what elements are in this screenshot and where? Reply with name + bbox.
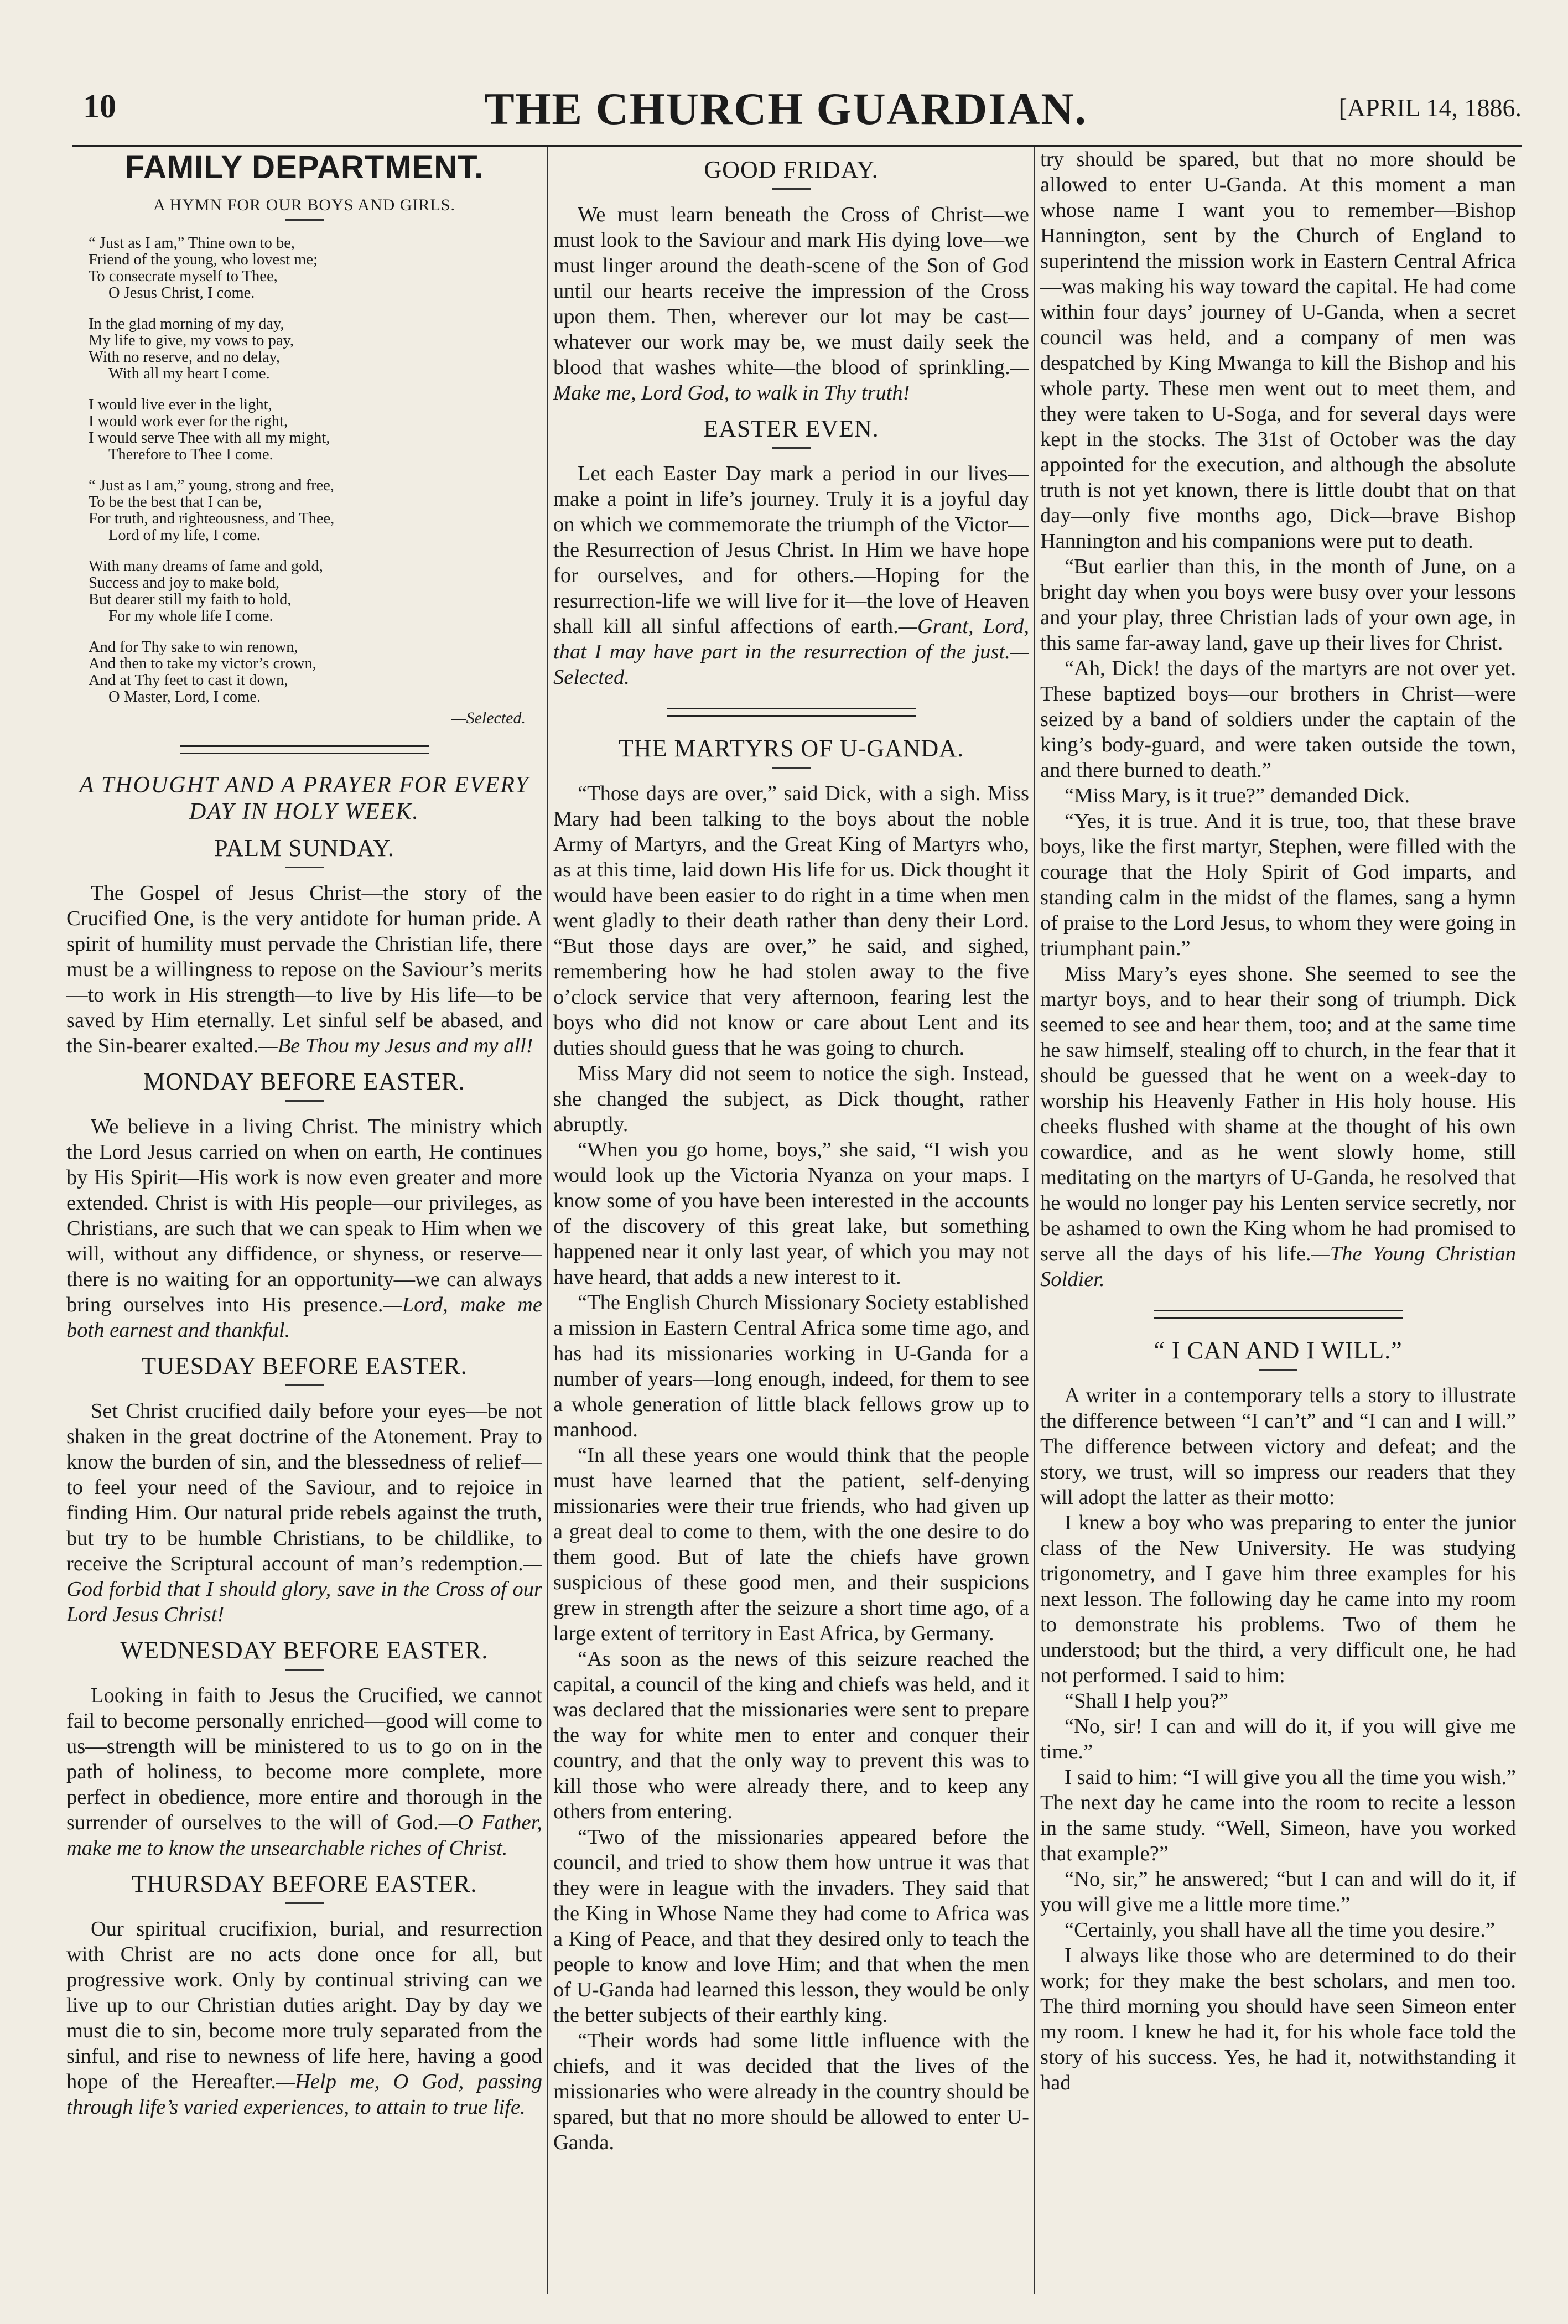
hymn-line: With many dreams of fame and gold, — [89, 558, 323, 575]
hymn-line: I would work ever for the right, — [89, 413, 288, 430]
divider — [285, 1669, 324, 1671]
article-paragraph: Set Christ crucified daily before your eyes—be not shaken in the great doctrine of the Atonement. Pray to know the burden of sin, and the blessedness of relief—to feel your need of the Saviour, and to rejoice in finding Him. Our natural pride rebels against the truth, but try to be humble Christians, to be childlike, to receive the Scriptural account of man’s redemption.—God forbid that I should glory, save in the Cross of our Lord Jesus Christ! — [66, 1399, 542, 1626]
hymn-line: And for Thy sake to win renown, — [89, 639, 298, 656]
heading-martyrs-of-uganda: THE MARTYRS OF U-GANDA. — [618, 735, 964, 762]
article-paragraph: “No, sir! I can and will do it, if you will give me time.” — [1040, 1715, 1516, 1763]
divider — [1259, 1369, 1297, 1371]
hymn-verse — [89, 397, 542, 463]
divider — [772, 447, 811, 449]
article-paragraph: A writer in a contemporary tells a story to illustrate the difference between “I can’t” and “I can and I will.” The difference between victory and defeat; and the story, we trust, will so impress our readers that they will adopt the latter as their motto: — [1040, 1384, 1516, 1509]
hymn-line: To consecrate myself to Thee, — [89, 268, 278, 285]
prayer-text: —O Father, make me to know the unsearchable riches of Christ. — [66, 1811, 542, 1860]
prayer-text: —God forbid that I should glory, save in the Cross of our Lord Jesus Christ! — [66, 1552, 542, 1626]
hymn-verse — [89, 316, 542, 382]
heading-thursday: THURSDAY BEFORE EASTER. — [131, 1870, 477, 1897]
article-paragraph: “Miss Mary, is it true?” demanded Dick. — [1065, 784, 1410, 807]
hymn-line: With all my heart I come. — [108, 365, 270, 382]
article-paragraph: “But earlier than this, in the month of June, on a bright day when you boys were busy over your lessons and your play, three Christian lads of your own age, in this same far-away land, gave up their lives for Christ. — [1040, 555, 1516, 655]
article-paragraph: “As soon as the news of this seizure reached the capital, a council of the king and chiefs was held, and it was declared that the missionaries were sent to prepare the way for white men to enter and conquer their country, and that the only way to prevent this was to kill those who were already there, and to keep any others from entering. — [553, 1647, 1029, 1823]
heading-monday: MONDAY BEFORE EASTER. — [143, 1068, 465, 1095]
hymn-line: With no reserve, and no delay, — [89, 349, 281, 366]
column-3 — [1040, 147, 1516, 2294]
article-paragraph: Let each Easter Day mark a period in our lives—make a point in life’s journey. Truly it is a joyful day on which we commemorate the triumph of the Victor—the Resurrection of Jesus Christ. In Him we have hope for ourselves, and for others.—Hoping for the resurrection-life we will live for it—the love of Heaven shall kill all sinful affections of earth.—Grant, Lord, that I may have part in the resurrection of the just.—Selected. — [553, 462, 1029, 689]
article-paragraph: “The English Church Missionary Society established a mission in Eastern Central Africa some time ago, and has had its missionaries working in U-Ganda for a number of years—long enough, indeed, for them to see a whole generation of little black fellows grow up to manhood. — [553, 1291, 1029, 1441]
article-paragraph: Miss Mary’s eyes shone. She seemed to see the martyr boys, and to hear their song of triumph. Dick seemed to see and hear them, too; and at the same time he saw himself, stealing off to church, in the fear that it should be guessed that he went on a week-day to worship his Heavenly Father in His holy house. His cheeks flushed with shame at the thought of his own cowardice, and as he went slowly home, still meditating on the martyrs of U-Ganda, he resolved that he would no longer pay his Lenten service secretly, nor be ashamed to own the King whom he had promised to serve all the days of his life.—The Young Christian Soldier. — [1040, 962, 1516, 1291]
hymn-title: A HYMN FOR OUR BOYS AND GIRLS. — [153, 196, 455, 214]
article-paragraph: “Their words had some little influence with the chiefs, and it was decided that the lives of the missionaries who were already in the country should be spared, but that no more should be allowed to enter U-Ganda. — [553, 2029, 1029, 2154]
prayer-text: —Make me, Lord God, to walk in Thy truth! — [553, 356, 1029, 404]
column-rule — [547, 147, 548, 2294]
hymn-line: To be the best that I can be, — [89, 494, 262, 511]
hymn-line: “ Just as I am,” Thine own to be, — [89, 235, 295, 252]
divider — [772, 188, 811, 190]
hymn-line: My life to give, my vows to pay, — [89, 332, 294, 349]
divider — [285, 1100, 324, 1102]
article-paragraph: Miss Mary did not seem to notice the sigh. Instead, she changed the subject, as Dick thought, rather abruptly. — [553, 1062, 1029, 1136]
hymn-credit: —Selected. — [451, 709, 526, 727]
hymn-line: And then to take my victor’s crown, — [89, 655, 316, 672]
article-paragraph: “Certainly, you shall have all the time you desire.” — [1065, 1918, 1495, 1942]
hymn-line: Success and joy to make bold, — [89, 574, 280, 592]
hymn-line: But dearer still my faith to hold, — [89, 591, 292, 608]
article-paragraph: “Shall I help you?” — [1065, 1689, 1229, 1713]
divider — [285, 1902, 324, 1904]
article-paragraph: try should be spared, but that no more should be allowed to enter U-Ganda. At this moment a man whose name I want you to remember—Bishop Hannington, sent by the Church of England to superintend the mission work in Eastern Central Africa—was making his way toward the capital. He had come within four days’ journey of U-Ganda, when a secret council was held, and a company of men was despatched by King Mwanga to kill the Bishop and his whole party. These men went out to meet them, and they were taken to U-Soga, and for several days were kept in the stocks. The 31st of October was the day appointed for the execution, and although the absolute truth is not yet known, there is little doubt that on that day—only five months ago, Dick—brave Bishop Hannington and his companions were put to death. — [1040, 148, 1516, 553]
divider — [772, 767, 811, 769]
article-paragraph: “In all these years one would think that the people must have learned that the patient, self-denying missionaries were their true friends, who had given up a great deal to come to them, with the one desire to do them good. But of late the chiefs have grown suspicious of these good men, and their suspicions grew in strength after the seizure a short time ago, of a large extent of territory in East Africa, by Germany. — [553, 1444, 1029, 1645]
column-2 — [553, 147, 1029, 2294]
article-paragraph: I said to him: “I will give you all the time you wish.” The next day he came into the room to recite a lesson in the same study. “Well, Simeon, have you worked that example?” — [1040, 1766, 1516, 1865]
hymn-line: I would serve Thee with all my might, — [89, 429, 330, 447]
prayer-text: —Be Thou my Jesus and my all! — [258, 1034, 533, 1057]
thought-title: A THOUGHT AND A PRAYER FOR EVERY DAY IN HOLY WEEK. — [79, 772, 529, 824]
heading-easter-even: EASTER EVEN. — [703, 415, 879, 442]
divider — [285, 219, 324, 221]
prayer-text: —Help me, O God, passing through life’s varied experiences, to attain to true life. — [66, 2070, 542, 2119]
article-paragraph: I always like those who are determined to do their work; for they make the best scholars, and men too. The third morning you should have seen Simeon enter my room. I knew he had it, for his whole face told the story of his success. Yes, he had it, notwithstanding it had — [1040, 1944, 1516, 2094]
hymn-line: O Master, Lord, I come. — [108, 688, 261, 706]
hymn-line: In the glad morning of my day, — [89, 315, 284, 333]
hymn-line: Therefore to Thee I come. — [108, 446, 273, 463]
prayer-text: —Lord, make me both earnest and thankful. — [66, 1293, 542, 1342]
article-paragraph: We believe in a living Christ. The ministry which the Lord Jesus carried on when on earth, He continues by His Spirit—His work is now even greater and more extended. Christ is with His people—our privileges, as Christians, are such that we can speak to Him when we will, without any diffidence, or shyness, or reserve—there is no waiting for an opportunity—we can always bring ourselves into His presence.—Lord, make me both earnest and thankful. — [66, 1115, 542, 1342]
newspaper-title: THE CHURCH GUARDIAN. — [484, 84, 1088, 134]
article-paragraph: Looking in faith to Jesus the Crucified, we cannot fail to become personally enriched—good will come to us—strength will be ministered to us to go on in the path of holiness, to become more complete, more perfect in obedience, more entire and thorough in the surrender of ourselves to the will of God.—O Father, make me to know the unsearchable riches of Christ. — [66, 1684, 542, 1860]
masthead — [50, 83, 1522, 144]
hymn-line: “ Just as I am,” young, strong and free, — [89, 477, 335, 494]
hymn-verse — [89, 558, 542, 625]
heading-i-can-and-i-will: “ I CAN AND I WILL.” — [1154, 1337, 1403, 1364]
section-title: FAMILY DEPARTMENT. — [124, 149, 484, 185]
section-rule — [1154, 1310, 1403, 1319]
hymn-verse — [89, 235, 542, 302]
article-paragraph: We must learn beneath the Cross of Christ—we must look to the Saviour and mark His dying love—we must linger around the death-scene of the Son of God until our hearts receive the impression of the Cross upon them. Then, wherever our lot may be cast—whatever our work may be, we must daily seek the blood that washes white—the blood of sprinkling.—Make me, Lord God, to walk in Thy truth! — [553, 203, 1029, 404]
hymn-line: Friend of the young, who lovest me; — [89, 251, 318, 268]
section-rule — [667, 708, 916, 717]
hymn-verse — [89, 478, 542, 544]
hymn-verse — [89, 639, 542, 706]
page-number: 10 — [83, 88, 116, 124]
article-paragraph: The Gospel of Jesus Christ—the story of the Crucified One, is the very antidote for human pride. A spirit of humility must pervade the Christian life, there must be a willingness to repose on the Saviour’s merits—to work in His strength—to live by His life—to be saved by Him eternally. Let sinful self be abased, and the Sin-bearer exalted.—Be Thou my Jesus and my all! — [66, 881, 542, 1057]
hymn-line: Lord of my life, I come. — [108, 527, 261, 544]
hymn-line: I would live ever in the light, — [89, 396, 272, 413]
heading-palm-sunday: PALM SUNDAY. — [214, 834, 394, 862]
column-1 — [66, 147, 542, 2294]
article-paragraph: “Ah, Dick! the days of the martyrs are not over yet. These baptized boys—our brothers in Christ—were seized by a band of soldiers under the captain of the king’s body-guard, and were taken outside the town, and there burned to death.” — [1040, 657, 1516, 782]
divider — [285, 1384, 324, 1386]
hymn-line: And at Thy feet to cast it down, — [89, 672, 288, 689]
article-paragraph: “No, sir,” he answered; “but I can and will do it, if you will give me a little more time.” — [1040, 1868, 1516, 1916]
article-paragraph: “Yes, it is true. And it is true, too, that these brave boys, like the first martyr, Stephen, were filled with the courage that the Holy Spirit of God imparts, and standing calm in the midst of the flames, sang a hymn of praise to the Lord Jesus, to whom they were going in triumphant pain.” — [1040, 810, 1516, 960]
prayer-text: —Grant, Lord, that I may have part in the resurrection of the just.—Selected. — [553, 615, 1029, 689]
section-rule — [180, 745, 429, 754]
article-paragraph: “Two of the missionaries appeared before the council, and tried to show them how untrue it was that they were in league with the invaders. They said that the King in Whose Name they had come to Africa was a King of Peace, and that they desired only to teach the people to know and love Him; and that when the men of U-Ganda had learned this lesson, they would be only the better subjects of their earthly king. — [553, 1825, 1029, 2027]
hymn-line: For my whole life I come. — [108, 608, 273, 625]
hymn-line: For truth, and righteousness, and Thee, — [89, 510, 335, 527]
article-paragraph: “When you go home, boys,” she said, “I wish you would look up the Victoria Nyanza on your maps. I know some of you have been interested in the accounts of the discovery of this great lake, but something happened near it only last year, of which you may not have heard, that adds a new interest to it. — [553, 1138, 1029, 1289]
heading-good-friday: GOOD FRIDAY. — [704, 156, 879, 183]
column-rule — [1034, 147, 1035, 2294]
issue-date: [APRIL 14, 1886. — [1338, 94, 1522, 122]
article-paragraph: I knew a boy who was preparing to enter the junior class of the New University. He was studying trigonometry, and I gave him three examples for his next lesson. The following day he came into my room to demonstrate his problems. Two of them he understood; but the third, a very difficult one, he had not performed. I said to him: — [1040, 1511, 1516, 1687]
heading-wednesday: WEDNESDAY BEFORE EASTER. — [120, 1637, 489, 1664]
article-credit: —The Young Christian Soldier. — [1040, 1242, 1516, 1291]
article-paragraph: Our spiritual crucifixion, burial, and resurrection with Christ are no acts done once for all, but progressive work. Only by continual striving can we live up to our Christian duties aright. Day by day we must die to sin, become more truly separated from the sinful, and rise to newness of life here, having a good hope of the Hereafter.—Help me, O God, passing through life’s varied experiences, to attain to true life. — [66, 1917, 542, 2119]
heading-tuesday: TUESDAY BEFORE EASTER. — [141, 1352, 468, 1379]
article-paragraph: “Those days are over,” said Dick, with a sigh. Miss Mary had been talking to the boys about the noble Army of Martyrs, and the Great King of Martyrs who, as at this time, laid down His life for us. Dick thought it would have been easier to do right in a time when men went gladly to their death rather than deny their Lord. “But those days are over,” he said, and sighed, remembering how he had stolen away to the five o’clock service that very afternoon, fearing lest the boys who did not know or care about Lent and its duties should guess that he was going to church. — [553, 782, 1029, 1060]
divider — [285, 867, 324, 868]
hymn-line: O Jesus Christ, I come. — [108, 284, 255, 302]
